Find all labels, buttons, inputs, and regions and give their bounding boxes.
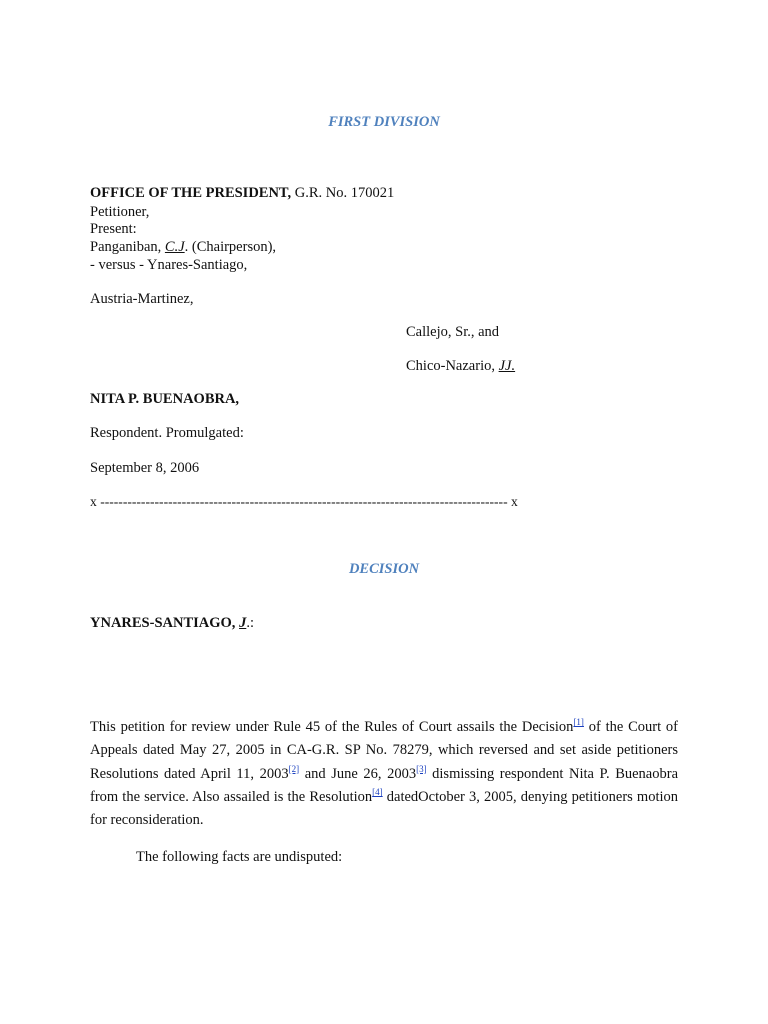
p1-text-c: and June 26, 2003 [299, 765, 417, 782]
gr-number: G.R. No. 170021 [294, 185, 395, 201]
versus-line: - versus - Ynares-Santiago, [90, 257, 248, 273]
present-label: Present: [90, 221, 137, 237]
justice-austria-line: Austria-Martinez, [90, 291, 194, 307]
division-heading: FIRST DIVISION [328, 114, 440, 130]
p1-text-d: dismissing respondent Nita P. Buenaobra from the service. Also assailed is the Resolution [90, 765, 678, 805]
ponente-suffix: .: [246, 615, 254, 631]
chairperson-text: . (Chairperson), [184, 239, 277, 255]
footnote-link-4[interactable]: [4] [372, 786, 383, 797]
footnote-link-2[interactable]: [2] [288, 763, 300, 774]
p1-text-b: of the Court of Appeals dated May 27, 2005 in CA-G.R. SP No. 78279, which reversed and set aside petitioners Resolutions dated April 11, 2003 [90, 719, 678, 782]
justice-panganiban-name: Panganiban, [90, 239, 165, 255]
p1-text-a: This petition for review under Rule 45 of the Rules of Court assails the Decision [90, 719, 574, 735]
caption-separator: x ------------------------------------------------------------------------------------------ x [90, 494, 518, 509]
decision-heading: DECISION [348, 561, 420, 577]
body-paragraph-2: The following facts are undisputed: [136, 849, 343, 865]
p1-text-e: datedOctober 3, 2005, denying petitioners motion for reconsideration. [90, 788, 678, 829]
respondent-line: Respondent. Promulgated: [90, 425, 244, 441]
ponente-line [90, 615, 254, 632]
ponente-title: J [239, 615, 247, 631]
footnote-link-1[interactable]: [1] [573, 717, 584, 727]
justice-chico-name: Chico-Nazario, [406, 358, 499, 374]
justice-panganiban-line [90, 239, 276, 256]
cj-title: C.J [164, 239, 185, 255]
footnote-link-3[interactable]: [3] [416, 763, 427, 774]
respondent-name: NITA P. BUENAOBRA, [90, 391, 240, 407]
justice-callejo-line: Callejo, Sr., and [406, 324, 500, 340]
promulgation-date: September 8, 2006 [90, 460, 200, 476]
jj-title: JJ. [498, 358, 516, 374]
ponente-name: YNARES-SANTIAGO, [90, 615, 240, 631]
petitioner-label: Petitioner, [90, 204, 150, 220]
caption-petitioner-line [90, 185, 394, 202]
petitioner-name: OFFICE OF THE PRESIDENT, [90, 185, 292, 201]
justice-chico-line [406, 358, 515, 375]
body-paragraph-1 [90, 716, 678, 832]
